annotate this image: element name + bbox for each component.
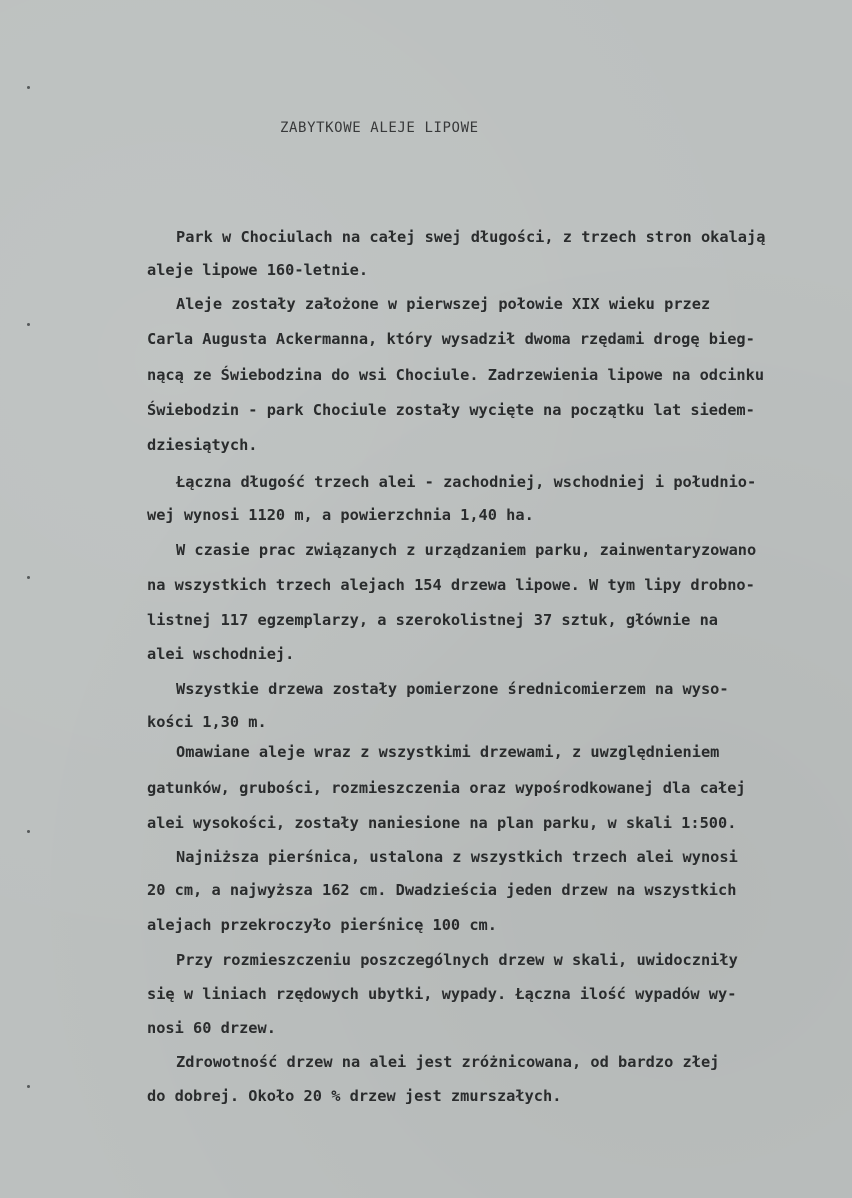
paper-speck [27,86,30,89]
paper-speck [27,323,30,326]
text-line: Łączna długość trzech alei - zachodniej, wschodniej i południo- [176,473,757,491]
text-line: Wszystkie drzewa zostały pomierzone średnicomierzem na wyso- [176,680,729,698]
text-line: do dobrej. Około 20 % drzew jest zmurszałych. [147,1087,562,1105]
text-line: na wszystkich trzech alejach 154 drzewa lipowe. W tym lipy drobno- [147,576,755,594]
text-line: wej wynosi 1120 m, a powierzchnia 1,40 ha. [147,506,534,524]
text-line: Aleje zostały założone w pierwszej połowie XIX wieku przez [176,295,711,313]
text-line: Omawiane aleje wraz z wszystkimi drzewami, z uwzględnieniem [176,743,720,761]
text-line: nosi 60 drzew. [147,1019,276,1037]
text-line: Przy rozmieszczeniu poszczególnych drzew w skali, uwidoczniły [176,951,738,969]
text-line: aleje lipowe 160-letnie. [147,261,369,279]
paper-speck [27,830,30,833]
text-line: alei wysokości, zostały naniesione na plan parku, w skali 1:500. [147,814,737,832]
text-line: gatunków, grubości, rozmieszczenia oraz wypośrodkowanej dla całej [147,779,746,797]
text-line: Najniższa pierśnica, ustalona z wszystkich trzech alei wynosi [176,848,738,866]
text-line: kości 1,30 m. [147,713,267,731]
paper-speck [27,576,30,579]
text-line: się w liniach rzędowych ubytki, wypady. Łączna ilość wypadów wy- [147,985,737,1003]
text-line: Świebodzin - park Chociule zostały wycięte na początku lat siedem- [147,401,755,419]
document-title: ZABYTKOWE ALEJE LIPOWE [280,120,479,136]
text-line: Park w Chociulach na całej swej długości, z trzech stron okalają [176,228,766,246]
text-line: Zdrowotność drzew na alei jest zróżnicowana, od bardzo złej [176,1053,720,1071]
text-line: alejach przekroczyło pierśnicę 100 cm. [147,916,497,934]
text-line: 20 cm, a najwyższa 162 cm. Dwadzieścia jeden drzew na wszystkich [147,881,737,899]
text-line: nącą ze Świebodzina do wsi Chociule. Zadrzewienia lipowe na odcinku [147,366,765,384]
text-line: listnej 117 egzemplarzy, a szerokolistnej 37 sztuk, głównie na [147,611,718,629]
text-line: Carla Augusta Ackermanna, który wysadził dwoma rzędami drogę bieg- [147,330,755,348]
text-line: alei wschodniej. [147,645,295,663]
paper-speck [27,1085,30,1088]
text-line: dziesiątych. [147,436,258,454]
text-line: W czasie prac związanych z urządzaniem parku, zainwentaryzowano [176,541,757,559]
